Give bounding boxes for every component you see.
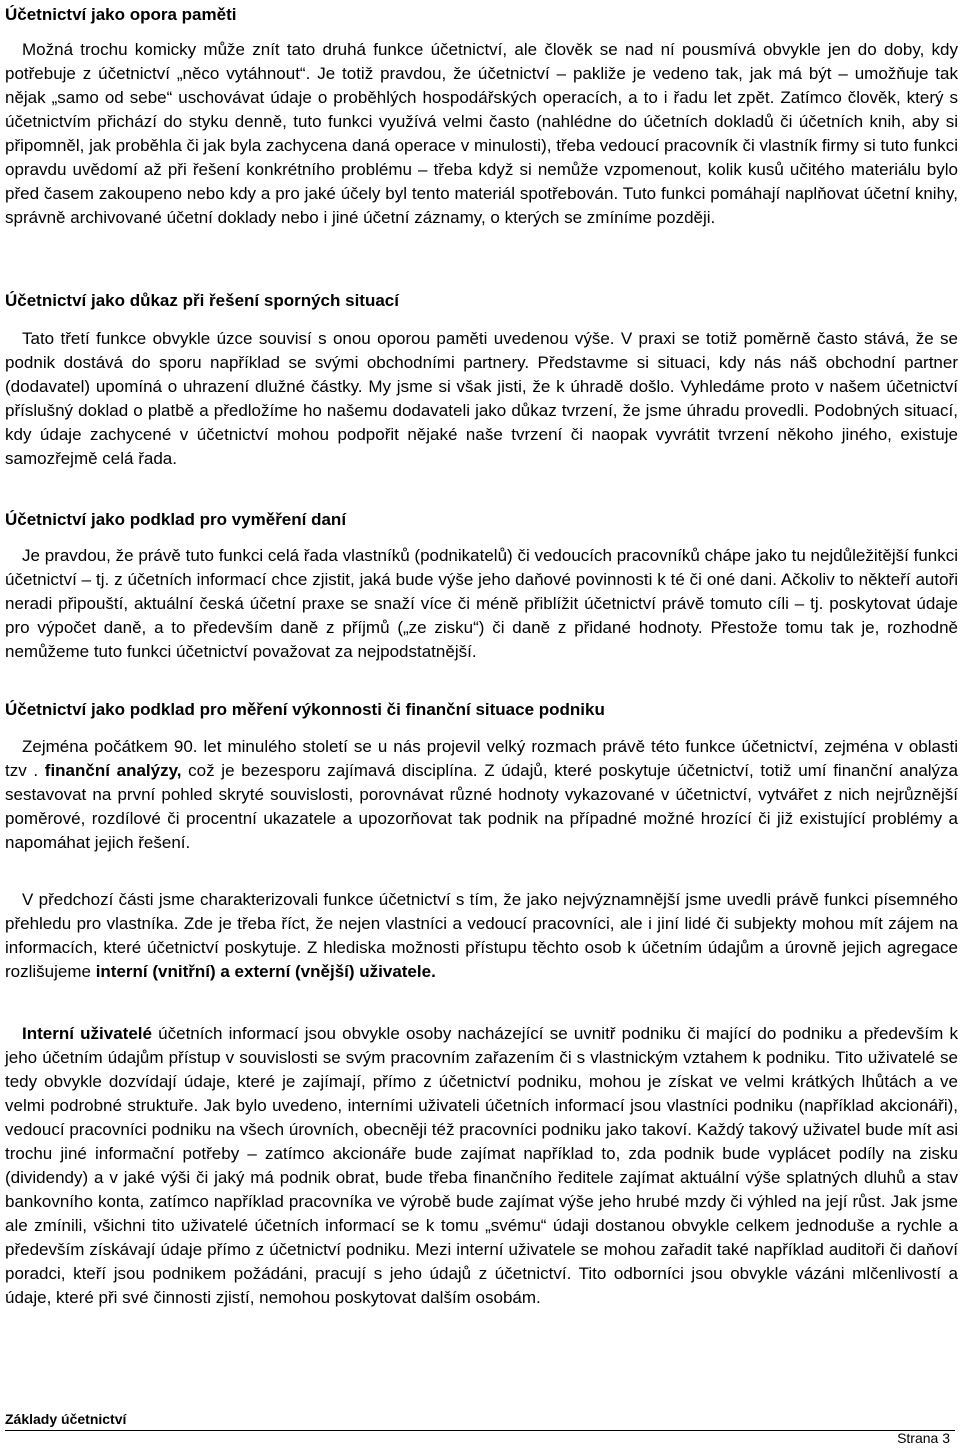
- footer-title: Základy účetnictví: [5, 1411, 127, 1427]
- emphasis-financial-analysis: finanční analýzy,: [44, 761, 182, 780]
- footer-page-number: Strana 3: [897, 1430, 950, 1446]
- emphasis-user-types: interní (vnitřní) a externí (vnější) uživatele.: [95, 962, 436, 981]
- paragraph-text: účetních informací jsou obvykle osoby nacházející se uvnitř podniku či mající do podniku a především k jeho účetním údajům přístup v souvislosti se svým pracovním zařazením či s vlastnickým vztahem k podniku. Tito uživatelé se tedy obvykle dozvídají údaje, které je zajímají, přímo z účetnictví podniku, mohou je získat ve velmi krátkých lhůtách a ve velmi podrobné struktuře. Jak bylo uvedeno, interními uživateli účetních informací jsou vlastníci podniku (například akcionáři), vedoucí pracovníci podniku na všech úrovních, obecněji též pracovníci podniku jako takoví. Každý takový uživatel bude mít asi trochu jiné informační potřeby – zatímco akcionáře bude zajímat například to, zda podnik bude vyplácet podíly na zisku (dividendy) a v jaké výši či jaký má podnik obrat, bude třeba finančního ředitele zajímat aktuální výše splatných dluhů a stav bankovního konta, zatímco například pracovníka ve výrobě bude zajímat výše jeho hrubé mzdy či výhled na její růst. Jak jsme ale zmínili, všichni tito uživatelé účetních informací se k tomu „svému“ údaji dostanou obvykle celkem jednoduše a rychle a především získávají údaje přímo z účetnictví podniku. Mezi interní uživatele se mohou zařadit také například auditoři či daňoví poradci, kteří jsou podnikem požádáni, pracují s jeho údajů z účetnictví. Tito odborníci jsou obvykle vázáni mlčenlivostí a údaje, které při své činnosti zjistí, nemohou poskytovat dalším osobám.: [5, 1024, 958, 1307]
- section-heading-memory: Účetnictví jako opora paměti: [5, 5, 237, 24]
- emphasis-internal-users: Interní uživatelé: [22, 1024, 152, 1043]
- footer-divider: [5, 1430, 955, 1431]
- paragraph-text: což je bezesporu zajímavá disciplína. Z údajů, které poskytuje účetnictví, totiž umí finanční analýza sestavovat na první pohled skryté souvislosti, porovnávat různé hodnoty vykazované v účetnictví, vytvářet z nich nejrůznější poměrové, rozdílové či procentní ukazatele a upozorňovat tak podnik na případné možné hrozící či již existující problémy a napomáhat jejich řešení.: [5, 761, 958, 852]
- paragraph-text: V předchozí části jsme charakterizovali funkce účetnictví s tím, že jako nejvýznamnější jsme uvedli právě funkci písemného přehledu pro vlastníka. Zde je třeba říct, že nejen vlastníci a vedoucí pracovníci, ale i jiní lidé či subjekty mohou mít zájem na informacích, které účetnictví poskytuje. Z hlediska možnosti přístupu těchto osob k účetním údajům a úrovně jejich agregace rozlišujeme: [5, 890, 958, 981]
- section-heading-performance: Účetnictví jako podklad pro měření výkonnosti či finanční situace podniku: [5, 700, 605, 719]
- paragraph-memory: Možná trochu komicky může znít tato druhá funkce účetnictví, ale člověk se nad ní pousmívá obvykle jen do doby, kdy potřebuje z účetnictví „něco vytáhnout“. Je totiž pravdou, že účetnictví – pakliže je vedeno tak, jak má být – umožňuje tak nějak „samo od sebe“ uschovávat údaje o proběhlých hospodářských operacích, a to i řadu let zpět. Zatímco člověk, který s účetnictvím přichází do styku denně, tuto funkci využívá velmi často (nahlédne do účetních dokladů či účetních knih, aby si připomněl, jak proběhla či jak byla zachycena daná operace v minulosti), třeba vedoucí pracovník či vlastník firmy si tuto funkci opravdu uvědomí až při řešení konkrétního problému – třeba když si nemůže vzpomenout, kolik kusů učitého materiálu bylo před časem zakoupeno nebo kdy a pro jaké účely byl tento materiál spotřebován. Tuto funkci pomáhají naplňovat účetní knihy, správně archivované účetní doklady nebo i jiné účetní záznamy, o kterých se zmíníme později.: [5, 40, 958, 227]
- paragraph-text: Zejména počátkem 90. let minulého století se u nás projevil velký rozmach právě této funkce účetnictví, zejména v oblasti tzv .: [5, 737, 958, 780]
- paragraph-performance: [5, 735, 958, 855]
- paragraph-users-intro: [5, 888, 958, 984]
- paragraph-taxes: Je pravdou, že právě tuto funkci celá řada vlastníků (podnikatelů) či vedoucích pracovníků chápe jako tu nejdůležitější funkci účetnictví – tj. z účetních informací chce zjistit, jaká bude výše jeho daňové povinnosti k té či oné dani. Ačkoliv to někteří autoři neradi připouští, aktuální česká účetní praxe se snaží více či méně přiblížit účetnictví právě tomuto cíli – tj. poskytovat údaje pro výpočet daně, a to především daně z příjmů („ze zisku“) či daně z přidané hodnoty. Přestože tomu tak je, rozhodně nemůžeme tuto funkci účetnictví považovat za nejpodstatnější.: [5, 546, 958, 661]
- section-heading-evidence: Účetnictví jako důkaz při řešení sporných situací: [5, 291, 399, 310]
- paragraph-evidence: Tato třetí funkce obvykle úzce souvisí s onou oporou paměti uvedenou výše. V praxi se totiž poměrně často stává, že se podnik dostává do sporu například se svými obchodními partnery. Představme si situaci, kdy nás náš obchodní partner (dodavatel) upomíná o uhrazení dlužné částky. My jsme si však jisti, že k úhradě došlo. Vyhledáme proto v našem účetnictví příslušný doklad o platbě a předložíme ho našemu dodavateli jako důkaz tvrzení, že jsme úhradu provedli. Podobných situací, kdy údaje zachycené v účetnictví mohou podpořit nějaké naše tvrzení či naopak vyvrátit tvrzení někoho jiného, existuje samozřejmě celá řada.: [5, 329, 958, 468]
- section-heading-taxes: Účetnictví jako podklad pro vyměření daní: [5, 510, 347, 529]
- paragraph-internal-users: [5, 1022, 958, 1310]
